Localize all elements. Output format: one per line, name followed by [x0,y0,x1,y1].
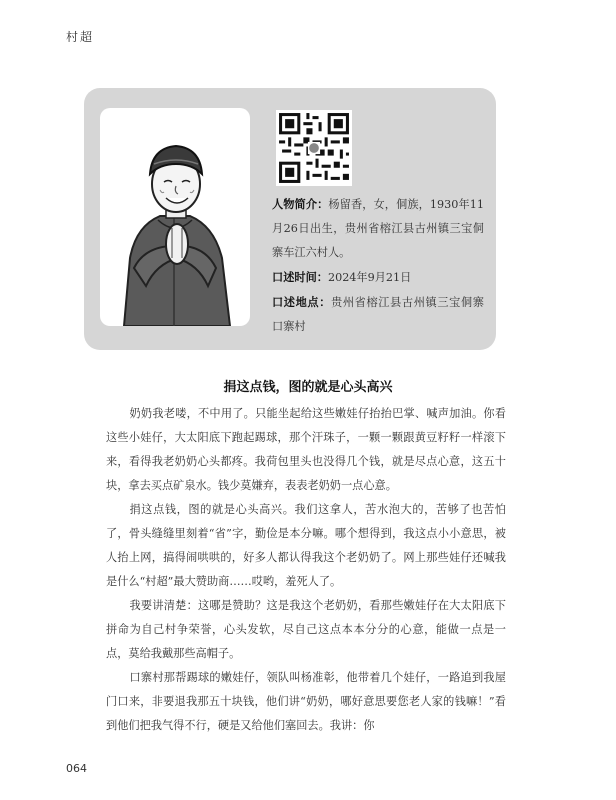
time-label: 口述时间： [272,270,328,284]
place-text: 贵州省榕江县古州镇三宝侗寨口寨村 [272,296,484,333]
paragraph: 口寨村那帮踢球的嫩娃仔，领队叫杨准彰，他带着几个娃仔，一路追到我屋门口来，非要退我那五十块钱，他们讲“奶奶，哪好意思要您老人家的钱嘛！”看到他们把我气得不行，硬是又给他们塞回去。我讲：你 [106,671,506,732]
intro-text: 杨留香，女，侗族，1930年11月26日出生，贵州省榕江县古州镇三宝侗寨车江六村人。 [272,198,484,259]
profile-card [84,88,496,350]
time-line [272,265,484,290]
qr-code-graphic [276,110,352,186]
article-body [106,402,506,738]
elder-woman-illustration [100,108,250,326]
running-header: 村超 [66,30,95,44]
paragraph: 我要讲清楚：这哪是赞助？这是我这个老奶奶，看那些嫩娃仔在大太阳底下拼命为自己村争荣誉，心头发软，尽自己这点本本分分的心意，能做一点是一点，莫给我戴那些高帽子。 [106,599,506,660]
intro-line [272,192,484,265]
portrait-illustration [100,108,250,326]
article-title: 捐这点钱，图的就是心头高兴 [223,380,393,395]
time-text: 2024年9月21日 [327,271,412,284]
paragraph: 捐这点钱，图的就是心头高兴。我们这拿人，苦水泡大的，苦够了也苦怕了，骨头缝缝里刻着“省”字，勤俭是本分嘛。哪个想得到，我这点小小意思，被人抬上网，搞得闹哄哄的，好多人都认得我这个老奶奶了。网上那些娃仔还喊我是什么“村超”最大赞助商……哎哟，羞死人了。 [106,503,506,588]
profile-text [272,192,484,339]
paragraph: 奶奶我老喽，不中用了。只能坐起给这些嫩娃仔抬抬巴掌、喊声加油。你看这些小娃仔，大太阳底下跑起踢球，那个汗珠子，一颗一颗跟黄豆籽籽一样滚下来，看得我老奶奶心头都疼。我荷包里头也没得几个钱，就是尽点心意，这五十块，拿去买点矿泉水。钱少莫嫌弃，表表老奶奶一点心意。 [106,407,506,492]
page-number: 064 [66,762,87,775]
qr-code-icon[interactable] [276,110,352,186]
place-label: 口述地点： [272,295,332,309]
place-line [272,290,484,339]
intro-label: 人物简介： [272,197,329,211]
